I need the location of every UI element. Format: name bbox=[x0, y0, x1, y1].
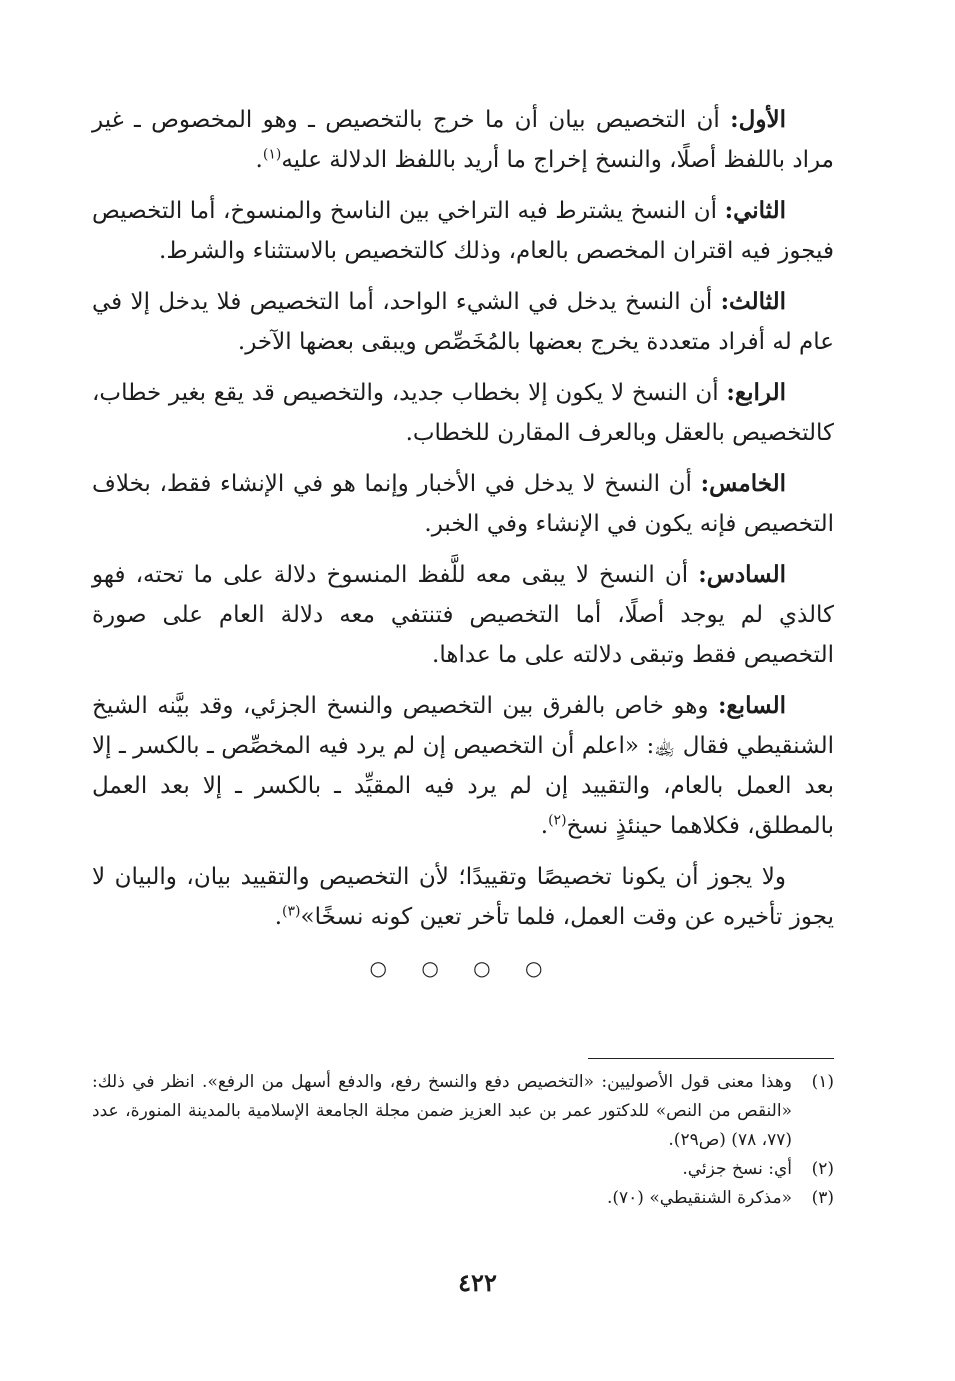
paragraph-fourth bbox=[92, 373, 834, 453]
paragraph-second bbox=[92, 191, 834, 271]
footnote-text: وهذا معنى قول الأصوليين: «التخصيص دفع والنسخ رفع، والدفع أسهل من الرفع». انظر في ذلك: «النقص من النص» للدكتور عمر بن عبد العزيز ضمن مجلة الجامعة الإسلامية بالمدينة المنورة، عدد (٧٧، ٧٨) (ص٢٩). bbox=[92, 1072, 792, 1150]
section-divider: ○ ○ ○ ○ bbox=[369, 956, 557, 980]
footnote-number: (٢) bbox=[811, 1159, 834, 1179]
paragraph-text: أن النسخ لا يدخل في الأخبار وإنما هو في الإنشاء فقط، بخلاف التخصيص فإنه يكون في الإنشاء وفي الخبر. bbox=[92, 471, 834, 537]
paragraph-sixth bbox=[92, 555, 834, 675]
paragraph-text: أن النسخ لا يكون إلا بخطاب جديد، والتخصيص قد يقع بغير خطاب، كالتخصيص بالعقل وبالعرف المقارن للخطاب. bbox=[92, 380, 834, 446]
paragraph-text: أن النسخ يشترط فيه التراخي بين الناسخ والمنسوخ، أما التخصيص فيجوز فيه اقتران المخصص بالعام، وذلك كالتخصيص بالاستثناء والشرط. bbox=[92, 198, 834, 264]
footnotes bbox=[92, 1068, 834, 1213]
footnote-text: أي: نسخ جزئي. bbox=[682, 1159, 792, 1179]
paragraph-first bbox=[92, 100, 834, 180]
paragraph-text: أن النسخ لا يبقى معه للَّفظ المنسوخ دلالة على ما تحته، فهو كالذي لم يوجد أصلًا، أما التخصيص فتنتفي معه دلالة العام على صورة التخصيص فقط وتبقى دلالته على ما عداها. bbox=[92, 562, 834, 668]
paragraph-text: أن التخصيص بيان أن ما خرج بالتخصيص ـ وهو المخصوص ـ غير مراد باللفظ أصلًا، والنسخ إخراج ما أريد باللفظ الدلالة عليه bbox=[92, 107, 834, 173]
footnote-text: «مذكرة الشنقيطي» (٧٠). bbox=[606, 1188, 792, 1208]
paragraph-fifth bbox=[92, 464, 834, 544]
paragraph-tail: . bbox=[540, 813, 549, 839]
paragraph-continuation bbox=[92, 857, 834, 937]
footnote-ref[interactable]: (٢) bbox=[548, 812, 567, 829]
footnote-ref[interactable]: (١) bbox=[262, 146, 282, 163]
footnote-item bbox=[92, 1068, 834, 1155]
footnote-item bbox=[92, 1184, 834, 1213]
paragraph-lead: الخامس: bbox=[700, 470, 786, 497]
paragraph-text: وهو خاص بالفرق بين التخصيص والنسخ الجزئي، وقد بيَّنه الشيخ الشنقيطي فقال ﵀: «اعلم أن التخصيص إن لم يرد فيه المخصِّص ـ بالكسر ـ إلا بعد العمل بالعام، والتقييد إن لم يرد فيه المقيِّد ـ بالكسر ـ إلا بعد العمل بالمطلق، فكلاهما حينئذٍ نسخ bbox=[92, 693, 834, 839]
footnote-ref[interactable]: (٣) bbox=[282, 903, 301, 920]
footnote-number: (٣) bbox=[811, 1188, 834, 1208]
footnote-item bbox=[92, 1155, 834, 1184]
paragraph-lead: السادس: bbox=[698, 561, 786, 588]
footnote-number: (١) bbox=[811, 1072, 834, 1092]
paragraph-lead: السابع: bbox=[717, 692, 786, 719]
paragraph-third bbox=[92, 282, 834, 362]
paragraph-seventh bbox=[92, 686, 834, 846]
paragraph-lead: الثالث: bbox=[720, 288, 786, 315]
paragraph-text: أن النسخ يدخل في الشيء الواحد، أما التخصيص فلا يدخل إلا في عام له أفراد متعددة يخرج بعضها بالمُخَصِّص ويبقى بعضها الآخر. bbox=[92, 289, 834, 355]
paragraph-tail: . bbox=[255, 147, 263, 173]
paragraph-lead: الأول: bbox=[730, 106, 786, 133]
footnote-separator bbox=[588, 1058, 834, 1059]
page-number: ٤٢٢ bbox=[458, 1268, 497, 1297]
main-text bbox=[92, 100, 834, 988]
paragraph-lead: الرابع: bbox=[726, 379, 786, 406]
paragraph-tail: . bbox=[274, 904, 283, 930]
paragraph-text: ولا يجوز أن يكونا تخصيصًا وتقييدًا؛ لأن التخصيص والتقييد بيان، والبيان لا يجوز تأخيره عن وقت العمل، فلما تأخر تعين كونه نسخًا» bbox=[92, 864, 834, 930]
paragraph-lead: الثاني: bbox=[724, 197, 786, 224]
